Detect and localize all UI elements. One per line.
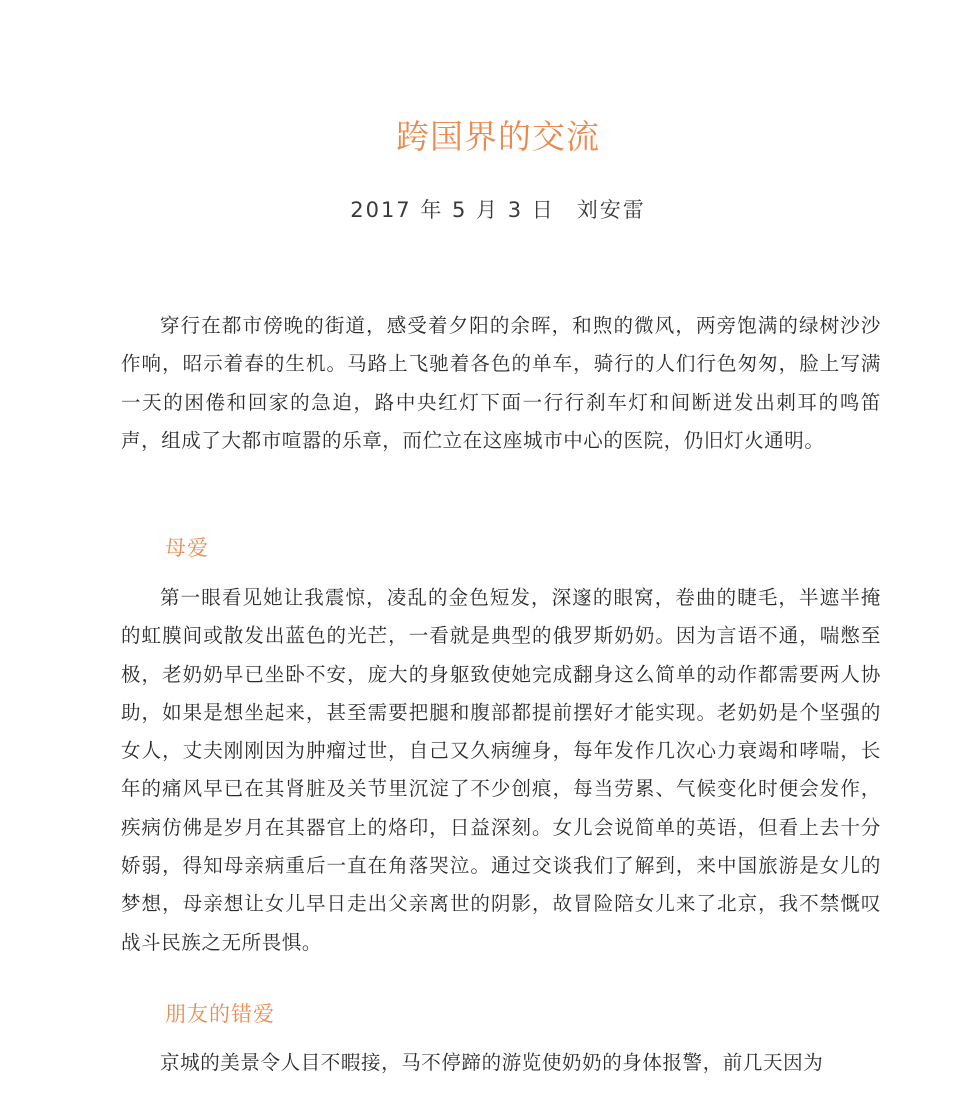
section-paragraph-mother-love: 第一眼看见她让我震惊，凌乱的金色短发，深邃的眼窝，卷曲的睫毛，半遮半掩的虹膜间或散发出蓝色的光芒，一看就是典型的俄罗斯奶奶。因为言语不通，喘憋至极，老奶奶早已坐卧不安，庞大的身躯致使她完成翻身这么简单的动作都需要两人协助，如果是想坐起来，甚至需要把腿和腹部都提前摆好才能实现。老奶奶是个坚强的女人，丈夫刚刚因为肿瘤过世，自己又久病缠身，每年发作几次心力衰竭和哮喘，长年的痛风早已在其肾脏及关节里沉淀了不少创痕，每当劳累、气候变化时便会发作，疾病仿佛是岁月在其器官上的烙印，日益深刻。女儿会说简单的英语，但看上去十分娇弱，得知母亲病重后一直在角落哭泣。通过交谈我们了解到，来中国旅游是女儿的梦想，母亲想让女儿早日走出父亲离世的阴影，故冒险陪女儿来了北京，我不禁慨叹战斗民族之无所畏惧。 — [121, 586, 881, 954]
section-heading-mother-love: 母爱 — [165, 536, 209, 560]
section-heading-friend: 朋友的错爱 — [165, 1002, 275, 1026]
section-paragraph-friend: 京城的美景令人目不暇接，马不停蹄的游览使奶奶的身体报警，前几天因为 — [160, 1051, 824, 1074]
article-meta — [0, 192, 970, 228]
article-title: 跨国界的交流 — [396, 117, 600, 156]
intro-paragraph: 穿行在都市傍晚的街道，感受着夕阳的余晖，和煦的微风，两旁饱满的绿树沙沙作响，昭示着春的生机。马路上飞驰着各色的单车，骑行的人们行色匆匆，脸上写满一天的困倦和回家的急迫，路中央红灯下面一行行刹车灯和间断迸发出刺耳的鸣笛声，组成了大都市喧嚣的乐章，而伫立在这座城市中心的医院，仍旧灯火通明。 — [121, 314, 881, 452]
article-date: 2017 年 5 月 3 日 — [350, 198, 555, 222]
article-author: 刘安雷 — [576, 198, 646, 222]
